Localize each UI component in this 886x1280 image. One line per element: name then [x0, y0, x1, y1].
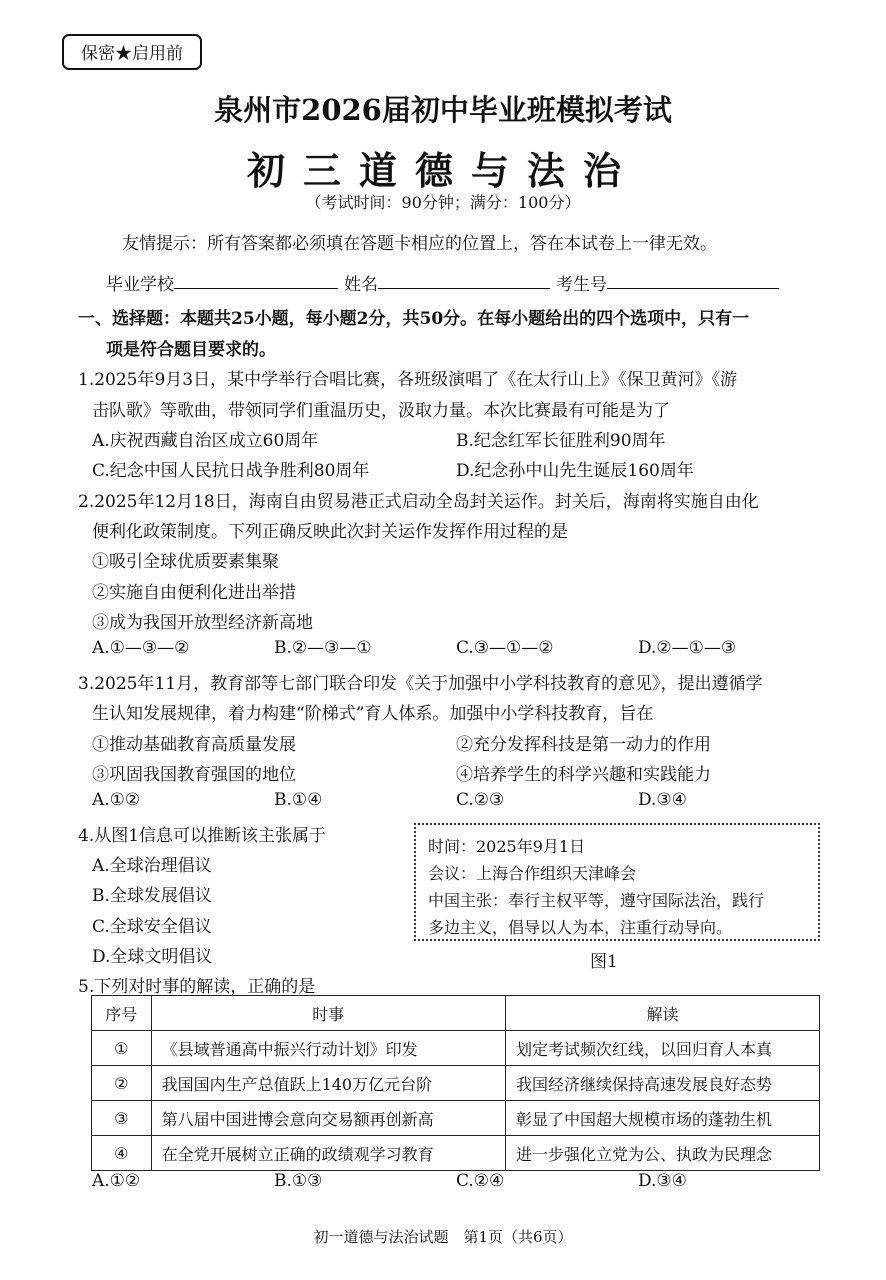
q1-option-d[interactable]: D.纪念孙中山先生诞辰160周年 [456, 461, 694, 481]
exam-tip: 友情提示：所有答案都必须填在答题卡相应的位置上，答在本试卷上一律无效。 [122, 234, 717, 254]
q4-stem: 4.从图1信息可以推断该主张属于 [78, 826, 327, 846]
q3-stem-line2: 生认知发展规律，着力构建“阶梯式”育人体系。加强中小学科技教育，旨在 [92, 704, 654, 724]
field-school-label: 毕业学校 [106, 275, 174, 295]
section-heading-line2: 项是符合题目要求的。 [106, 340, 276, 360]
field-school-blank [174, 270, 338, 289]
q5-option-c[interactable]: C.②④ [456, 1171, 505, 1191]
figure1-line-1: 时间：2025年9月1日 [428, 837, 586, 856]
table-row [92, 1066, 820, 1101]
row-interpretation: 彰显了中国超大规模市场的蓬勃生机 [505, 1101, 819, 1136]
figure1-caption: 图1 [590, 952, 618, 972]
q3-option-a[interactable]: A.①② [92, 790, 141, 810]
q3-option-b[interactable]: B.①④ [274, 790, 323, 810]
q1-option-a[interactable]: A.庆祝西藏自治区成立60周年 [92, 431, 319, 451]
figure1-box [414, 823, 820, 941]
field-id-label: 考生号 [556, 275, 607, 295]
q4-option-c[interactable]: C.全球安全倡议 [92, 917, 212, 937]
q1-option-b[interactable]: B.纪念红军长征胜利90周年 [456, 431, 666, 451]
q2-stem-line2: 便利化政策制度。下列正确反映此次封关运作发挥作用过程的是 [92, 522, 568, 542]
current-affairs-table [91, 995, 820, 1171]
subject-title: 初三道德与法治 [246, 148, 639, 193]
table-header-row [92, 996, 820, 1031]
row-event: 第八届中国进博会意向交易额再创新高 [151, 1101, 505, 1136]
q1-stem-line1: 1.2025年9月3日，某中学举行合唱比赛，各班级演唱了《在太行山上》《保卫黄河》《游 [78, 370, 738, 390]
table-row [92, 1031, 820, 1066]
candidate-fields [106, 270, 785, 295]
q3-item-3: ③巩固我国教育强国的地位 [92, 765, 296, 785]
q2-option-c[interactable]: C.③—①—② [456, 638, 554, 658]
table-row [92, 1101, 820, 1136]
figure1-line-3: 中国主张：奉行主权平等，遵守国际法治，践行 [428, 891, 765, 910]
table-header-interpretation: 解读 [505, 996, 819, 1031]
page-footer: 初一道德与法治试题 第1页（共6页） [313, 1228, 573, 1246]
table-header-event: 时事 [151, 996, 505, 1031]
q3-item-2: ②充分发挥科技是第一动力的作用 [456, 735, 711, 755]
section-heading-line1: 一、选择题：本题共25小题，每小题2分，共50分。在每小题给出的四个选项中，只有一 [78, 309, 750, 329]
figure1-line-2: 会议：上海合作组织天津峰会 [428, 864, 637, 883]
q3-item-4: ④培养学生的科学兴趣和实践能力 [456, 765, 711, 785]
q3-stem-line1: 3.2025年11月，教育部等七部门联合印发《关于加强中小学科技教育的意见》，提出遵循学 [78, 674, 763, 694]
q4-option-a[interactable]: A.全球治理倡议 [92, 856, 212, 876]
field-name-label: 姓名 [344, 275, 378, 295]
q1-stem-line2: 击队歌》等歌曲，带领同学们重温历史，汲取力量。本次比赛最有可能是为了 [92, 401, 670, 421]
row-interpretation: 划定考试频次红线，以回归育人本真 [505, 1031, 819, 1066]
row-interpretation: 进一步强化立党为公、执政为民理念 [505, 1136, 819, 1171]
q5-option-d[interactable]: D.③④ [638, 1171, 687, 1191]
figure1-line-4: 多边主义，倡导以人为本，注重行动导向。 [428, 918, 733, 937]
row-event: 在全党开展树立正确的政绩观学习教育 [151, 1136, 505, 1171]
table-row [92, 1136, 820, 1171]
row-number: ④ [92, 1136, 152, 1171]
q2-option-d[interactable]: D.②—①—③ [638, 638, 737, 658]
field-id-blank [607, 270, 779, 289]
q2-item-3: ③成为我国开放型经济新高地 [92, 613, 313, 633]
q4-option-d[interactable]: D.全球文明倡议 [92, 947, 213, 967]
q5-stem: 5.下列对时事的解读，正确的是 [78, 977, 316, 997]
q2-item-2: ②实施自由便利化进出举措 [92, 583, 296, 603]
q2-item-1: ①吸引全球优质要素集聚 [92, 552, 279, 572]
exam-title: 泉州市2026届初中毕业班模拟考试 [214, 93, 672, 127]
q3-option-d[interactable]: D.③④ [638, 790, 687, 810]
q2-stem-line1: 2.2025年12月18日，海南自由贸易港正式启动全岛封关运作。封关后，海南将实施自由化 [78, 492, 759, 512]
field-name-blank [378, 270, 550, 289]
q3-item-1: ①推动基础教育高质量发展 [92, 735, 296, 755]
row-number: ② [92, 1066, 152, 1101]
row-event: 我国国内生产总值跃上140万亿元台阶 [151, 1066, 505, 1101]
confidential-label: 保密★启用前 [62, 34, 202, 70]
row-number: ① [92, 1031, 152, 1066]
q2-option-b[interactable]: B.②—③—① [274, 638, 372, 658]
row-interpretation: 我国经济继续保持高速发展良好态势 [505, 1066, 819, 1101]
q5-option-b[interactable]: B.①③ [274, 1171, 323, 1191]
row-number: ③ [92, 1101, 152, 1136]
q5-option-a[interactable]: A.①② [92, 1171, 141, 1191]
q2-option-a[interactable]: A.①—③—② [92, 638, 190, 658]
q1-option-c[interactable]: C.纪念中国人民抗日战争胜利80周年 [92, 461, 370, 481]
table-header-number: 序号 [92, 996, 152, 1031]
q3-option-c[interactable]: C.②③ [456, 790, 505, 810]
exam-info: （考试时间：90分钟；满分：100分） [305, 193, 581, 212]
row-event: 《县域普通高中振兴行动计划》印发 [151, 1031, 505, 1066]
q4-option-b[interactable]: B.全球发展倡议 [92, 886, 212, 906]
